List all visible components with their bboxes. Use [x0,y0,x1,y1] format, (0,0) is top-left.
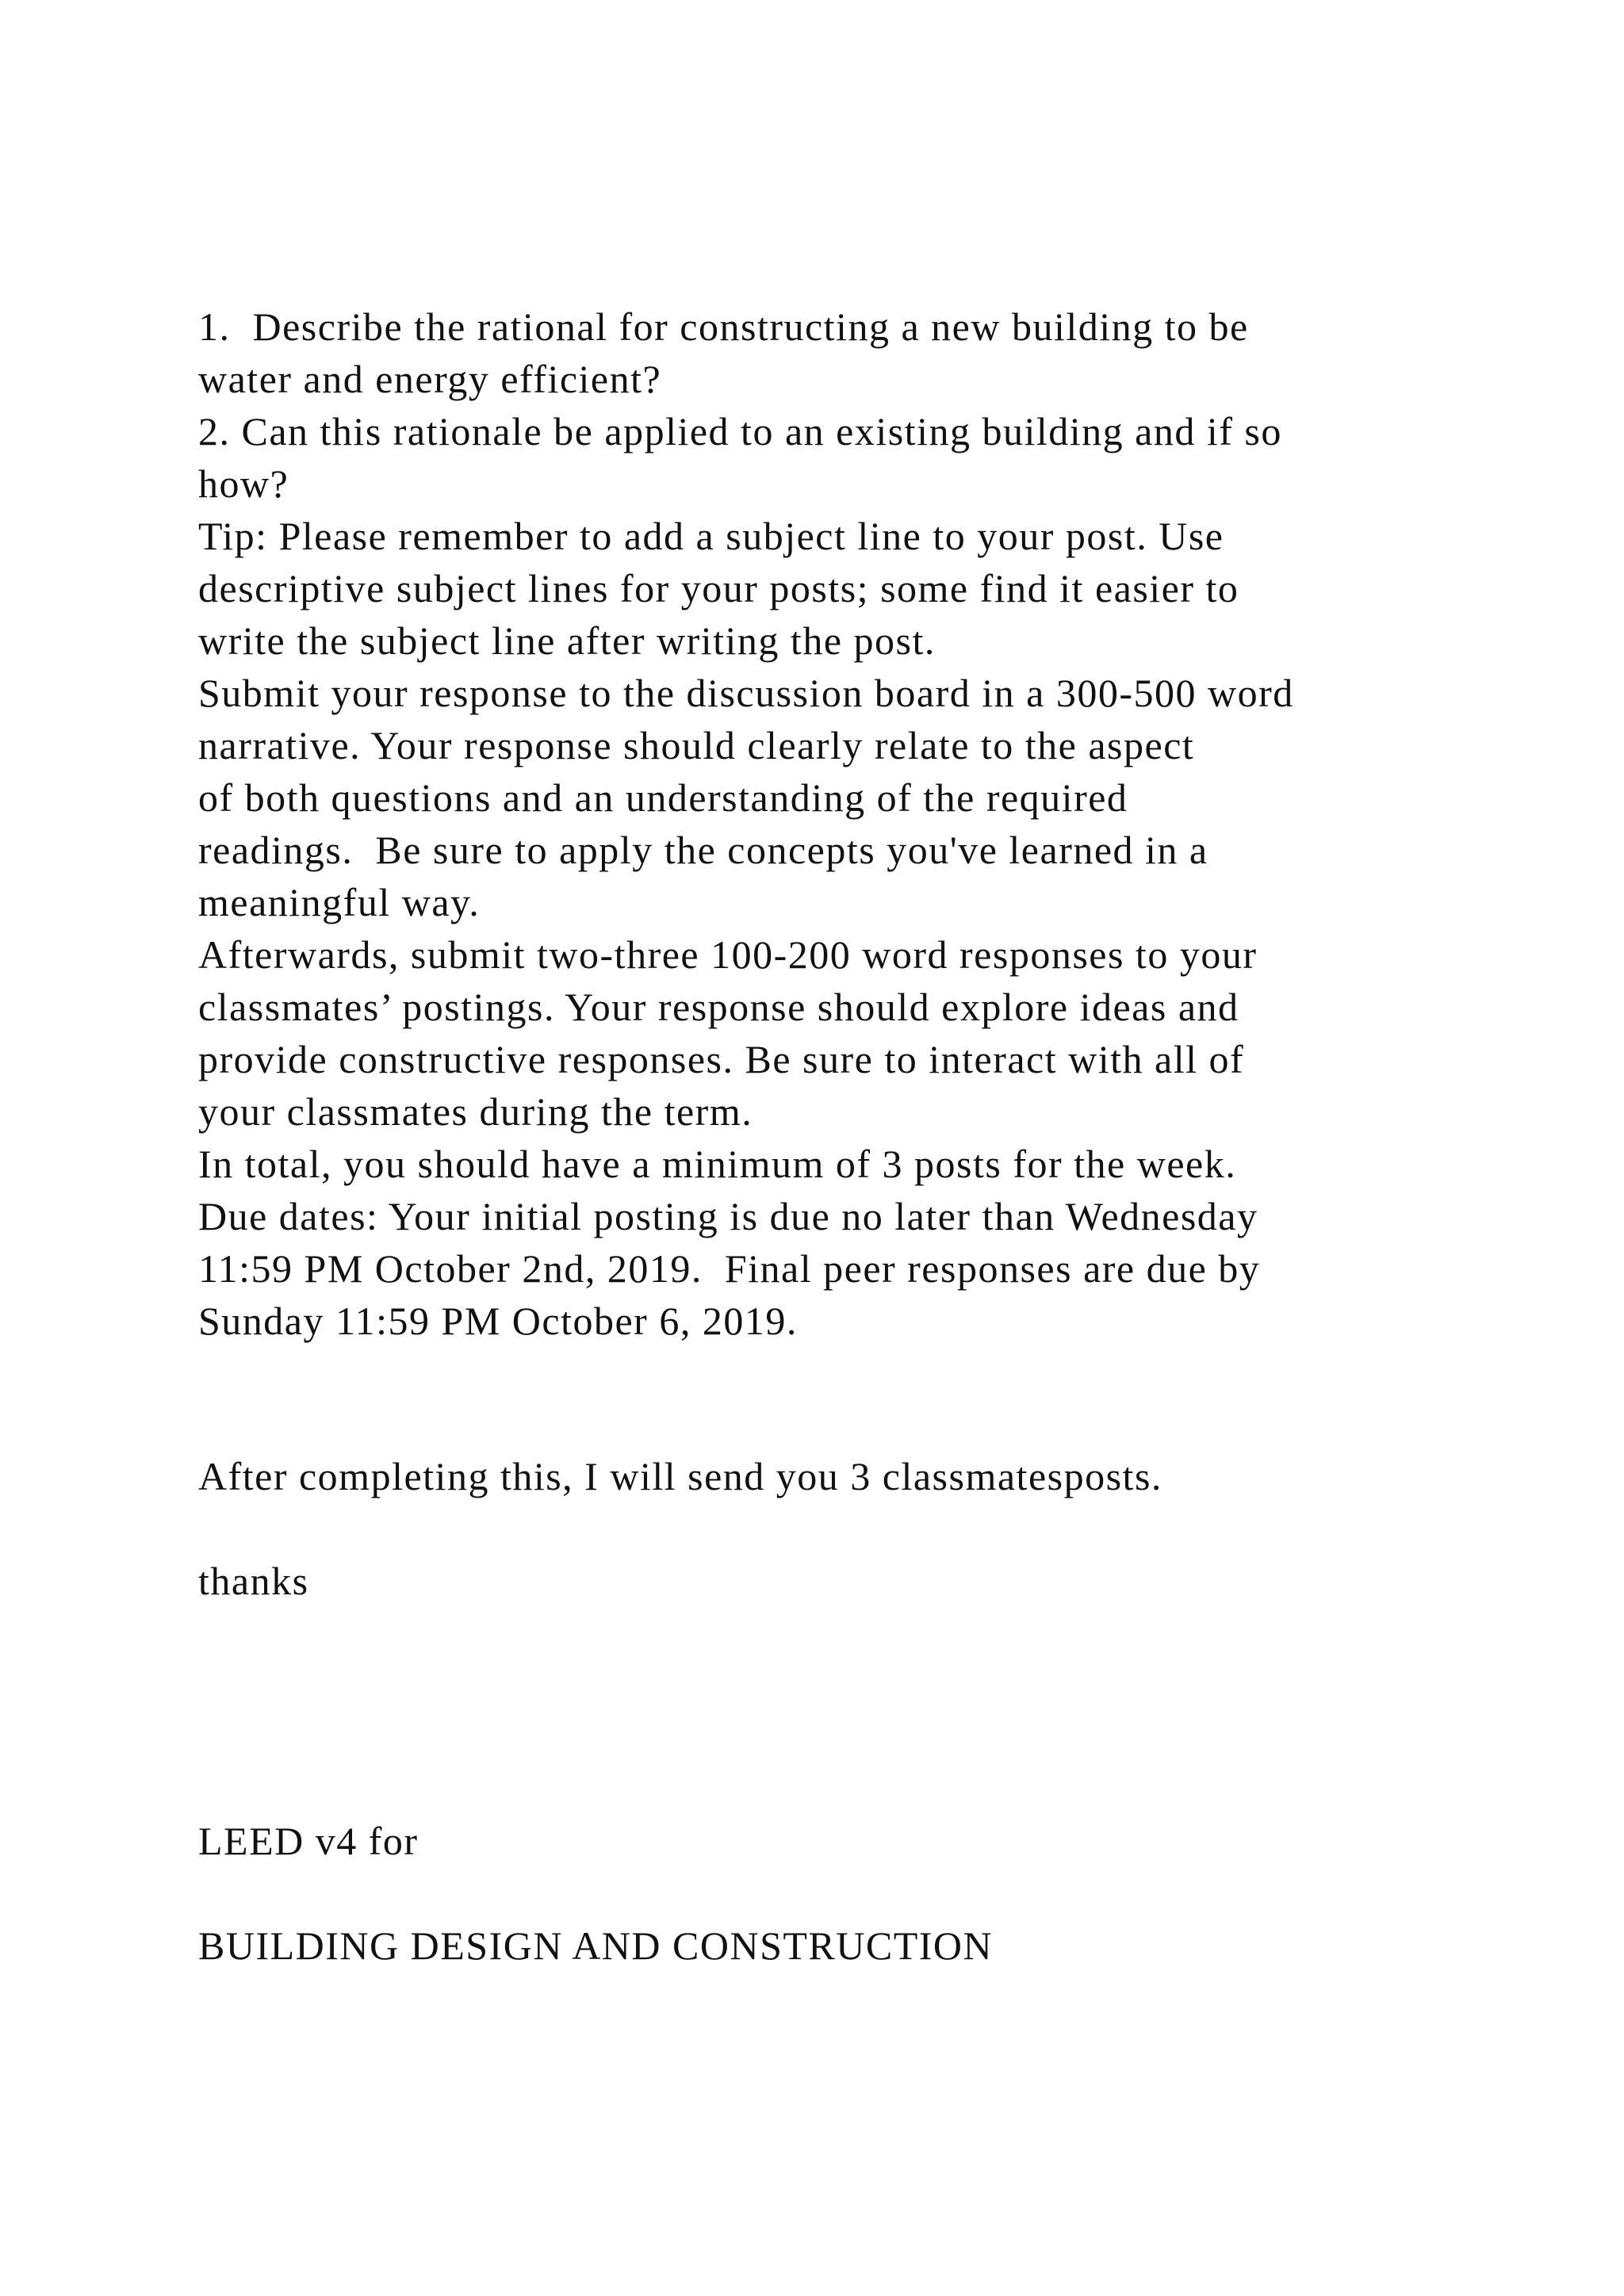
submit-line-2: narrative. Your response should clearly relate to the aspect [198,723,1195,767]
afterwards-line-4: your classmates during the term. [198,1089,753,1134]
tip-line-1: Tip: Please remember to add a subject line to your post. Use [198,514,1224,558]
question-1-line-2: water and energy efficient? [198,357,662,401]
total-posts-line: In total, you should have a minimum of 3 posts for the week. [198,1142,1237,1186]
afterwards-line-3: provide constructive responses. Be sure to interact with all of [198,1037,1245,1081]
due-dates-line-3: Sunday 11:59 PM October 6, 2019. [198,1299,798,1343]
submit-line-5: meaningful way. [198,880,481,924]
question-1-line-1: 1. Describe the rational for constructing a new building to be [198,304,1249,349]
leed-subtitle: BUILDING DESIGN AND CONSTRUCTION [198,1923,994,1968]
submit-line-1: Submit your response to the discussion board in a 300-500 word [198,671,1294,715]
question-2-line-2: how? [198,461,289,506]
closing-note: After completing this, I will send you 3 classmatesposts. [198,1454,1162,1498]
submit-line-4: readings. Be sure to apply the concepts you've learned in a [198,828,1208,872]
question-2-line-1: 2. Can this rationale be applied to an existing building and if so [198,409,1282,453]
tip-line-3: write the subject line after writing the post. [198,618,936,663]
leed-title: LEED v4 for [198,1819,419,1863]
afterwards-line-1: Afterwards, submit two-three 100-200 word responses to your [198,932,1258,977]
due-dates-line-1: Due dates: Your initial posting is due no later than Wednesday [198,1194,1258,1238]
due-dates-line-2: 11:59 PM October 2nd, 2019. Final peer responses are due by [198,1246,1261,1291]
tip-line-2: descriptive subject lines for your posts; some find it easier to [198,566,1239,610]
afterwards-line-2: classmates’ postings. Your response should explore ideas and [198,985,1239,1029]
submit-line-3: of both questions and an understanding of the required [198,775,1128,820]
signoff: thanks [198,1559,309,1603]
